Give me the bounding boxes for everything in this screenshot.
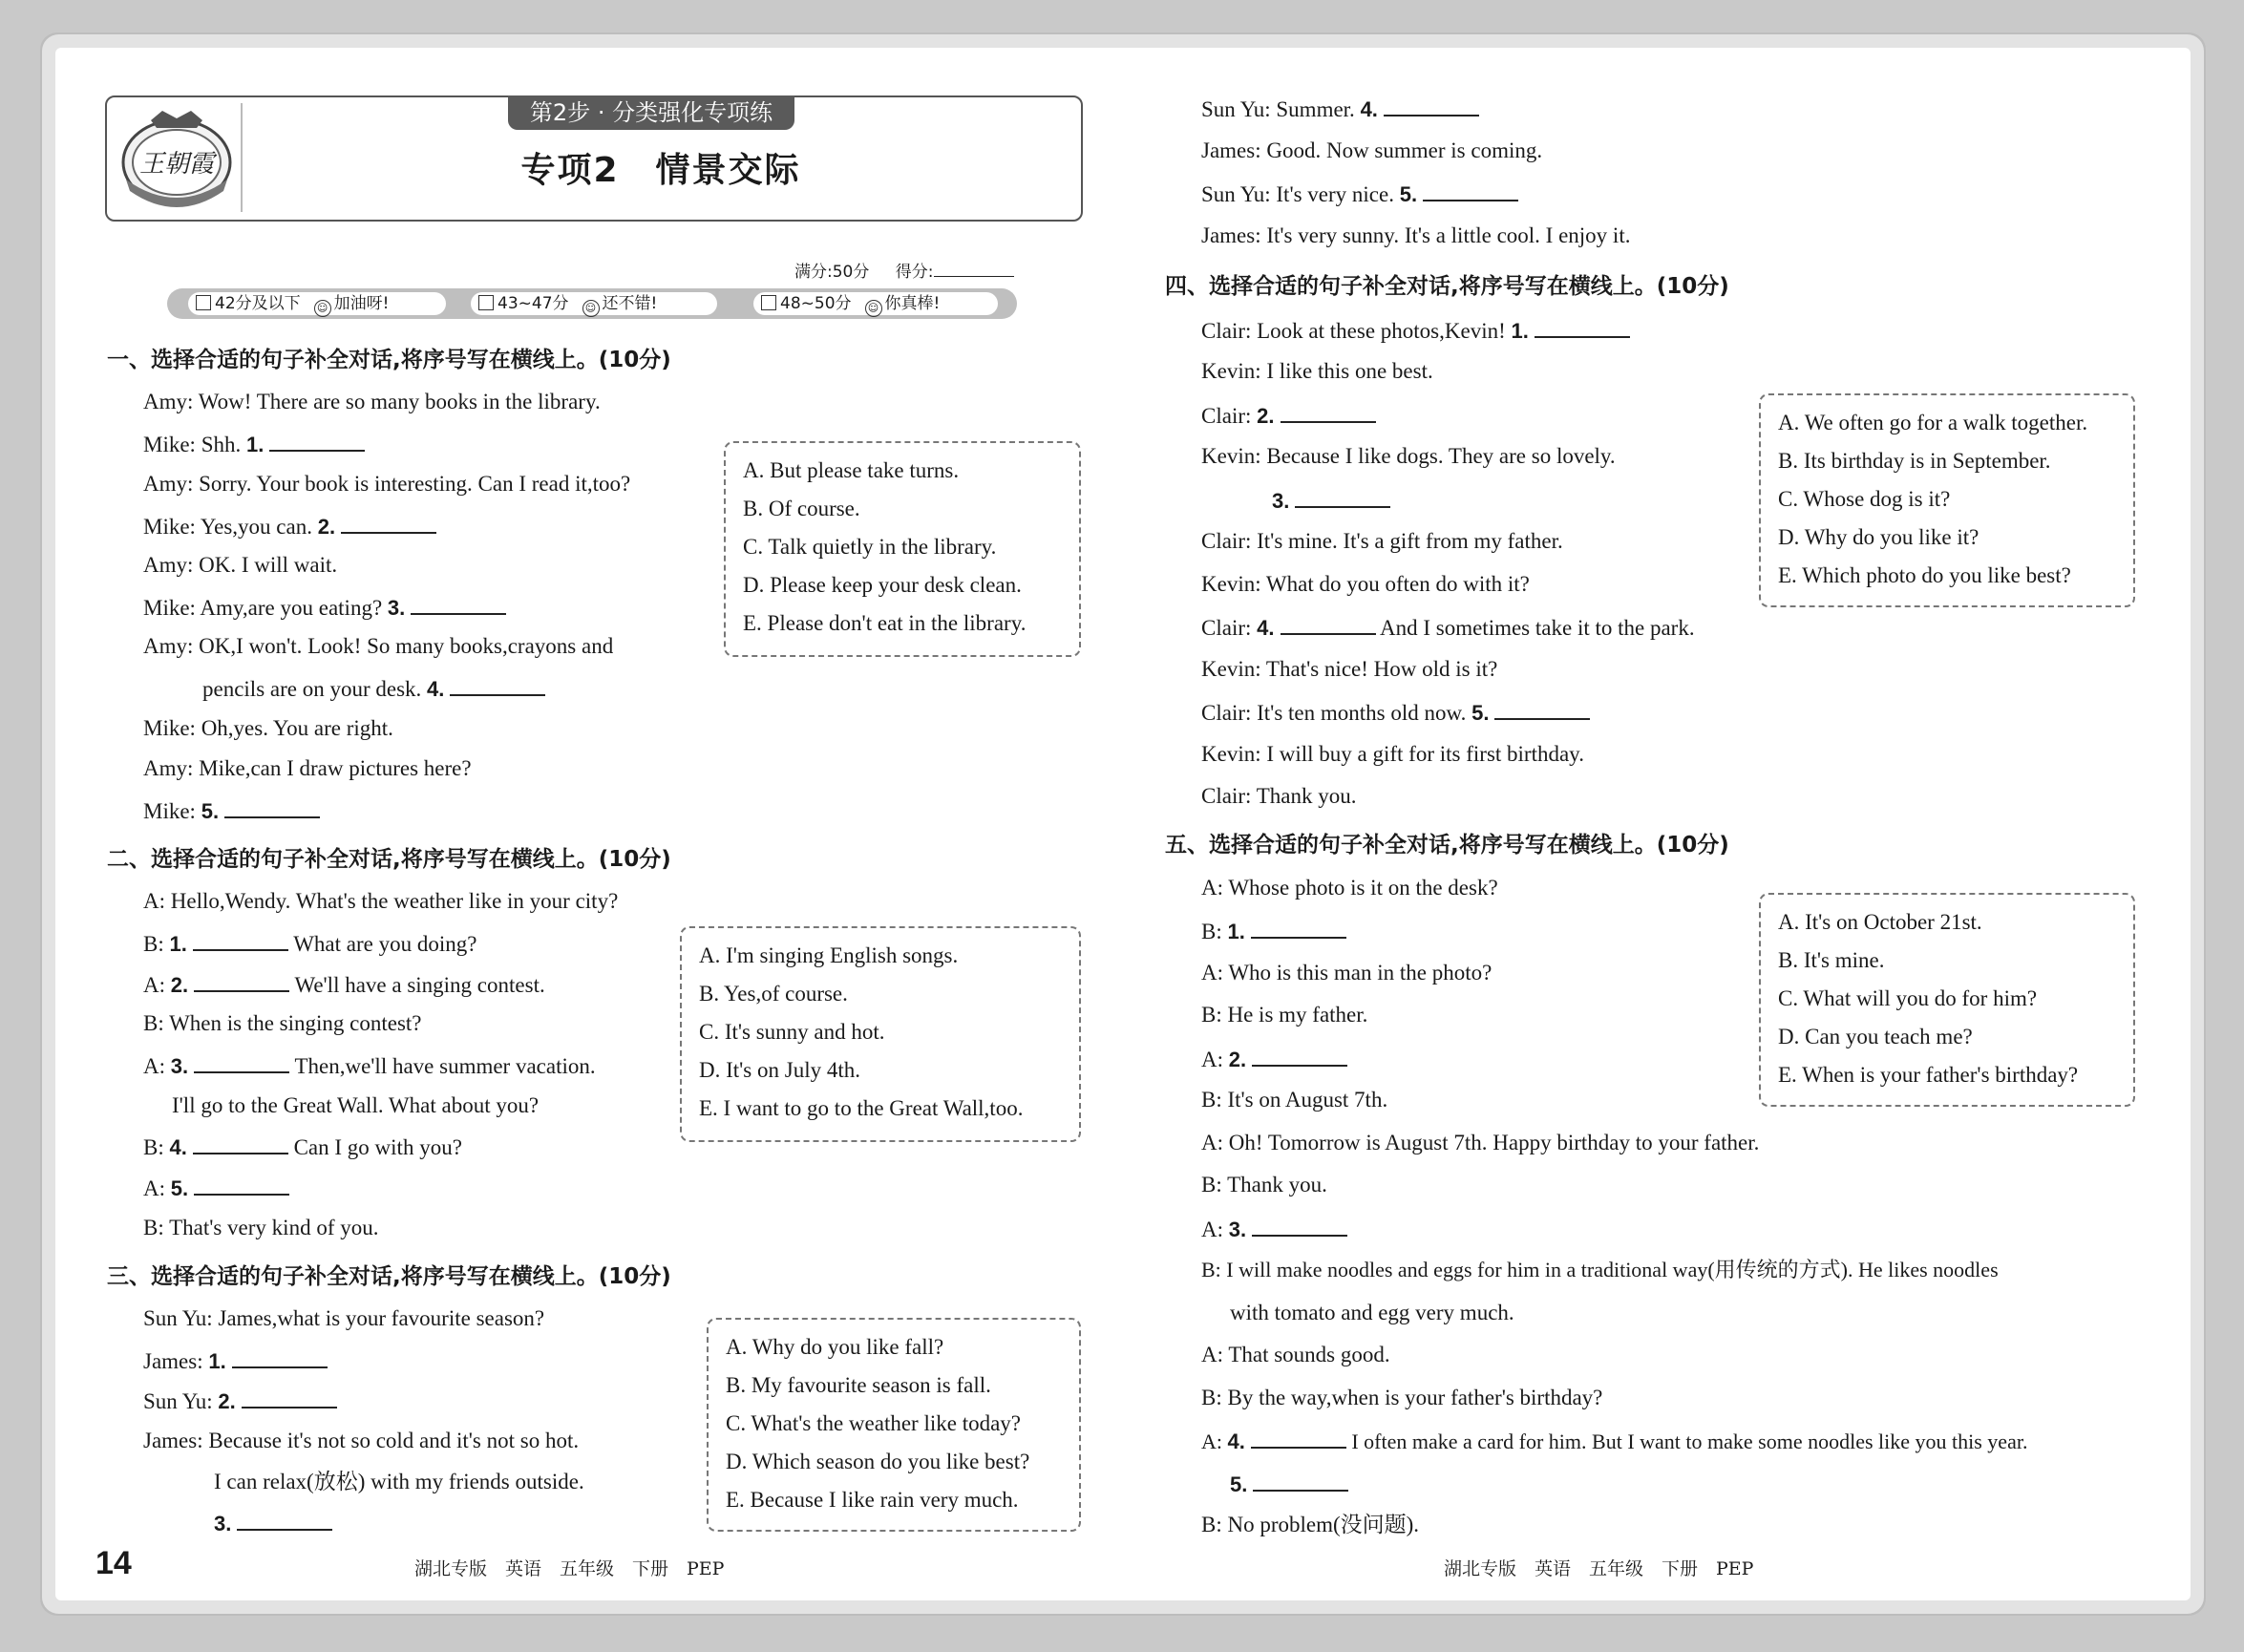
options-box-3 (707, 1318, 1081, 1532)
smiley-icon: ☺ (865, 300, 882, 317)
answer-blank[interactable] (194, 1050, 289, 1073)
checkbox-icon[interactable] (196, 295, 211, 310)
section-4-title: 四、选择合适的句子补全对话,将序号写在横线上。(10分) (1165, 274, 1729, 299)
answer-blank[interactable] (1384, 94, 1479, 116)
dialogue-line: A: 4. I often make a card for him. But I want to make some noodles like you this year. (1201, 1426, 2027, 1456)
section-2-title: 二、选择合适的句子补全对话,将序号写在横线上。(10分) (107, 847, 671, 872)
answer-blank[interactable] (1423, 179, 1518, 201)
dialogue-line: Clair: Thank you. (1201, 784, 1357, 808)
option-item: D. Why do you like it? (1778, 525, 1979, 549)
option-item: A. I'm singing English songs. (699, 943, 959, 967)
option-item: A. It's on October 21st. (1778, 910, 1982, 934)
dialogue-line: B: He is my father. (1201, 1003, 1368, 1027)
dialogue-line: A: Whose photo is it on the desk? (1201, 876, 1498, 900)
answer-blank[interactable] (1252, 1214, 1347, 1237)
dialogue-line: B: When is the singing contest? (143, 1011, 422, 1035)
dialogue-line: A: Oh! Tomorrow is August 7th. Happy birthday to your father. (1201, 1131, 1760, 1154)
logo-emblem-icon (113, 103, 241, 212)
option-item: A. Why do you like fall? (726, 1335, 944, 1359)
answer-blank[interactable] (193, 1132, 288, 1154)
workbook-page (55, 48, 2191, 1600)
option-item: C. Talk quietly in the library. (743, 535, 997, 559)
answer-blank[interactable] (224, 795, 320, 818)
answer-blank[interactable] (1252, 1044, 1347, 1067)
options-box-5 (1759, 893, 2135, 1107)
dialogue-line: Clair: Look at these photos,Kevin! 1. (1201, 315, 1630, 346)
option-item: E. Please don't eat in the library. (743, 611, 1027, 635)
dialogue-line: I can relax(放松) with my friends outside. (214, 1470, 584, 1493)
dialogue-line: Kevin: Because I like dogs. They are so lovely. (1201, 444, 1616, 468)
checkbox-icon[interactable] (761, 295, 776, 310)
dialogue-line: Kevin: That's nice! How old is it? (1201, 657, 1498, 681)
dialogue-line: B: It's on August 7th. (1201, 1088, 1388, 1112)
dialogue-line: B: That's very kind of you. (143, 1216, 379, 1239)
dialogue-line: Sun Yu: James,what is your favourite season? (143, 1306, 545, 1330)
dialogue-line: Mike: Oh,yes. You are right. (143, 716, 393, 740)
options-box-1 (724, 441, 1081, 657)
option-item: C. It's sunny and hot. (699, 1020, 885, 1044)
answer-blank[interactable] (232, 1345, 328, 1368)
score-line (794, 258, 1014, 282)
option-item: A. We often go for a walk together. (1778, 411, 2088, 434)
dialogue-line: Sun Yu: It's very nice. 5. (1201, 179, 1518, 209)
option-item: A. But please take turns. (743, 458, 960, 482)
options-box-2 (680, 926, 1081, 1142)
dialogue-line: Clair: It's ten months old now. 5. (1201, 697, 1590, 728)
dialogue-line: Sun Yu: Summer. 4. (1201, 94, 1479, 124)
dialogue-line: A: Who is this man in the photo? (1201, 961, 1492, 985)
smiley-icon: ☺ (314, 300, 331, 317)
option-item: B. Of course. (743, 497, 860, 520)
dialogue-line: Mike: Shh. 1. (143, 429, 365, 459)
dialogue-line: James: Because it's not so cold and it's not so hot. (143, 1429, 580, 1452)
dialogue-line: A: 5. (143, 1173, 289, 1203)
dialogue-line: 3. (1272, 485, 1390, 516)
dialogue-line: Amy: Sorry. Your book is interesting. Can I read it,too? (143, 472, 631, 496)
dialogue-line: 3. (214, 1508, 332, 1538)
option-item: B. My favourite season is fall. (726, 1373, 991, 1397)
answer-blank[interactable] (237, 1508, 332, 1531)
dialogue-line: A: 3. Then,we'll have summer vacation. (143, 1050, 596, 1081)
page-number: 14 (95, 1545, 132, 1581)
answer-blank[interactable] (194, 1173, 289, 1196)
dialogue-line: Kevin: What do you often do with it? (1201, 572, 1530, 596)
smiley-icon: ☺ (582, 300, 600, 317)
dialogue-line: B: 1. (1201, 916, 1346, 946)
dialogue-line: A: That sounds good. (1201, 1343, 1390, 1366)
answer-blank[interactable] (1281, 400, 1376, 423)
dialogue-line: Mike: Amy,are you eating? 3. (143, 592, 506, 623)
dialogue-line: B: 4. Can I go with you? (143, 1132, 462, 1162)
dialogue-line: Clair: 4. And I sometimes take it to the park. (1201, 612, 1695, 643)
answer-blank[interactable] (1295, 485, 1390, 508)
dialogue-line: Amy: Wow! There are so many books in the library. (143, 390, 601, 413)
option-item: C. What will you do for him? (1778, 986, 2038, 1010)
answer-blank[interactable] (1253, 1469, 1348, 1492)
score-level-bar (167, 288, 1017, 319)
option-item: D. It's on July 4th. (699, 1058, 860, 1082)
dialogue-line: Mike: 5. (143, 795, 320, 826)
dialogue-line: Kevin: I will buy a gift for its first birthday. (1201, 742, 1584, 766)
answer-blank[interactable] (193, 928, 288, 951)
footer-left: 湖北专版 英语 五年级 下册 PEP (414, 1558, 725, 1579)
option-item: E. Which photo do you like best? (1778, 563, 2071, 587)
option-item: E. Because I like rain very much. (726, 1488, 1019, 1512)
answer-blank[interactable] (411, 592, 506, 615)
option-item: D. Please keep your desk clean. (743, 573, 1022, 597)
dialogue-line: A: 2. We'll have a singing contest. (143, 969, 545, 1000)
option-item: B. Yes,of course. (699, 982, 848, 1006)
dialogue-line: Sun Yu: 2. (143, 1386, 337, 1416)
dialogue-line: Amy: OK. I will wait. (143, 553, 338, 577)
publisher-logo (113, 103, 243, 212)
option-item: C. Whose dog is it? (1778, 487, 1951, 511)
option-item: D. Which season do you like best? (726, 1450, 1030, 1473)
dialogue-line: B: I will make noodles and eggs for him in a traditional way(用传统的方式). He likes noodles (1201, 1258, 1999, 1281)
options-box-4 (1759, 393, 2135, 607)
dialogue-line: A: 3. (1201, 1214, 1347, 1244)
score-blank[interactable] (934, 261, 1014, 277)
section-3-title: 三、选择合适的句子补全对话,将序号写在横线上。(10分) (107, 1264, 671, 1289)
svg-text:王朝霞: 王朝霞 (138, 150, 215, 179)
dialogue-line: 5. (1230, 1469, 1348, 1499)
dialogue-line: James: It's very sunny. It's a little cool. I enjoy it. (1201, 223, 1631, 247)
dialogue-line: B: By the way,when is your father's birthday? (1201, 1386, 1603, 1409)
dialogue-line: A: 2. (1201, 1044, 1347, 1074)
option-item: B. It's mine. (1778, 948, 1885, 972)
page-title: 专项2 情景交际 (520, 151, 801, 190)
dialogue-line: Mike: Yes,you can. 2. (143, 511, 436, 541)
answer-blank[interactable] (1251, 916, 1346, 939)
header-banner (105, 95, 1083, 222)
checkbox-icon[interactable] (478, 295, 494, 310)
option-item: B. Its birthday is in September. (1778, 449, 2051, 473)
step-tag: 第2步 · 分类强化专项练 (508, 95, 794, 130)
section-5-title: 五、选择合适的句子补全对话,将序号写在横线上。(10分) (1165, 833, 1729, 858)
dialogue-line: Kevin: I like this one best. (1201, 359, 1433, 383)
score-level-3: 48~50分 ☺ 你真棒! (753, 292, 998, 315)
dialogue-line: James: 1. (143, 1345, 328, 1376)
dialogue-line: Amy: Mike,can I draw pictures here? (143, 756, 472, 780)
dialogue-line: Clair: It's mine. It's a gift from my father. (1201, 529, 1563, 553)
answer-blank[interactable] (1535, 315, 1630, 338)
dialogue-line: Clair: 2. (1201, 400, 1376, 431)
dialogue-line: pencils are on your desk. 4. (202, 673, 545, 704)
dialogue-line: I'll go to the Great Wall. What about you? (172, 1093, 540, 1117)
answer-blank[interactable] (1251, 1426, 1346, 1449)
answer-blank[interactable] (194, 969, 289, 992)
answer-blank[interactable] (450, 673, 545, 696)
footer-right: 湖北专版 英语 五年级 下册 PEP (1444, 1558, 1754, 1579)
dialogue-line: with tomato and egg very much. (1230, 1301, 1514, 1324)
option-item: C. What's the weather like today? (726, 1411, 1022, 1435)
answer-blank[interactable] (242, 1386, 337, 1408)
dialogue-line: Amy: OK,I won't. Look! So many books,crayons and (143, 634, 614, 658)
dialogue-line: James: Good. Now summer is coming. (1201, 138, 1543, 162)
answer-blank[interactable] (1494, 697, 1590, 720)
dialogue-line: B: Thank you. (1201, 1173, 1327, 1197)
dialogue-line: B: No problem(没问题). (1201, 1513, 1420, 1536)
answer-blank[interactable] (341, 511, 436, 534)
section-1-title: 一、选择合适的句子补全对话,将序号写在横线上。(10分) (107, 348, 671, 372)
answer-blank[interactable] (269, 429, 365, 452)
dialogue-line: A: Hello,Wendy. What's the weather like in your city? (143, 889, 619, 913)
option-item: D. Can you teach me? (1778, 1025, 1973, 1048)
option-item: E. I want to go to the Great Wall,too. (699, 1096, 1024, 1120)
score-level-1: 42分及以下 ☺ 加油呀! (188, 292, 446, 315)
answer-blank[interactable] (1281, 612, 1376, 635)
full-marks: 满分:50分 (794, 263, 870, 282)
option-item: E. When is your father's birthday? (1778, 1063, 2079, 1087)
score-level-2: 43~47分 ☺ 还不错! (471, 292, 717, 315)
dialogue-line: B: 1. What are you doing? (143, 928, 476, 959)
score-label: 得分: (895, 263, 934, 282)
